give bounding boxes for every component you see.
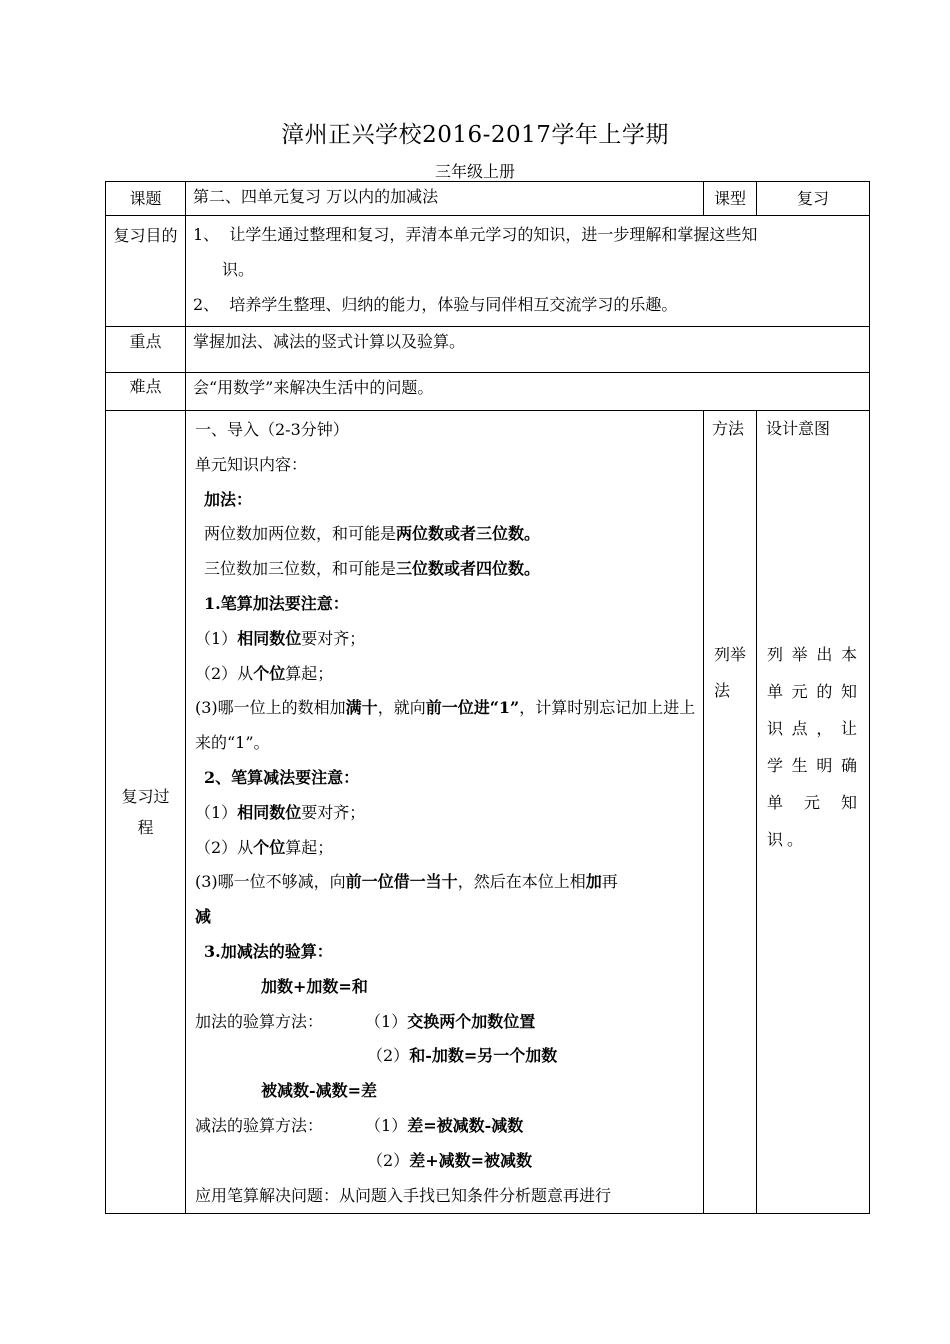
process-line: 减法的验算方法： （1）差=被减数-减数 <box>195 1115 524 1135</box>
intent-header: 设计意图 <box>766 419 831 438</box>
process-content <box>186 411 704 1214</box>
process-line: (3)哪一位上的数相加满十，就向前一位进“1”，计算时别忘记加上进上来的“1”。 <box>195 698 696 753</box>
document-title: 漳州正兴学校2016-2017学年上学期 <box>281 122 669 148</box>
method-text: 列举法 <box>714 645 747 700</box>
goals-label: 复习目的 <box>106 216 186 327</box>
process-line: （1）相同数位要对齐； <box>195 802 366 822</box>
process-line: 1.笔算加法要注意： <box>204 593 349 613</box>
process-row <box>106 411 870 1214</box>
key-point-value: 掌握加法、减法的竖式计算以及验算。 <box>186 327 870 373</box>
process-line: 减 <box>195 907 212 927</box>
process-line: （2）从个位算起； <box>195 663 334 683</box>
difficulty-label: 难点 <box>106 373 186 411</box>
process-line: （2）从个位算起； <box>195 837 334 857</box>
topic-value: 第二、四单元复习 万以内的加减法 <box>186 182 704 216</box>
goal-item-1: 1、 让学生通过整理和复习，弄清本单元学习的知识，进一步理解和掌握这些知 <box>193 225 758 244</box>
process-line: 三位数加三位数，和可能是三位数或者四位数。 <box>204 559 541 579</box>
process-line: 单元知识内容： <box>195 454 308 474</box>
process-line: 加数+加数=和 <box>261 976 368 996</box>
goal-item-2: 2、 培养学生整理、归纳的能力，体验与同伴相互交流学习的乐趣。 <box>193 295 678 314</box>
process-line: （2）差+减数=被减数 <box>367 1150 533 1170</box>
intent-text: 列举出本单元的知识点，让学生明确单元知识。 <box>767 645 861 849</box>
intent-column <box>757 411 870 1214</box>
goals-content <box>186 216 870 327</box>
lesson-plan-table <box>105 181 870 1214</box>
process-line: (3)哪一位不够减，向前一位借一当十，然后在本位上相加再 <box>195 872 618 892</box>
difficulty-value: 会“用数学”来解决生活中的问题。 <box>186 373 870 411</box>
process-line: 2、笔算减法要注意： <box>204 767 360 787</box>
process-line: 加法的验算方法： （1）交换两个加数位置 <box>195 1011 536 1031</box>
key-point-row <box>106 327 870 373</box>
difficulty-row <box>106 373 870 411</box>
lesson-type-label: 课型 <box>704 182 757 216</box>
method-header: 方法 <box>712 419 745 438</box>
process-line: 应用笔算解决问题：从问题入手找已知条件分析题意再进行 <box>195 1185 612 1205</box>
process-line: 一、导入（2-3分钟） <box>195 420 349 439</box>
process-line: （2）和-加数=另一个加数 <box>367 1046 558 1066</box>
goals-row <box>106 216 870 327</box>
lesson-type-value: 复习 <box>757 182 870 216</box>
process-line: （1）相同数位要对齐； <box>195 628 366 648</box>
goal-item-1-cont: 识。 <box>222 260 255 279</box>
method-column <box>704 411 757 1214</box>
key-point-label: 重点 <box>106 327 186 373</box>
process-line: 两位数加两位数，和可能是两位数或者三位数。 <box>204 524 541 544</box>
document-subtitle: 三年级上册 <box>434 162 515 181</box>
topic-label: 课题 <box>106 182 186 216</box>
process-label: 复习过程 <box>106 411 186 1214</box>
process-line: 被减数-减数=差 <box>261 1081 378 1101</box>
process-line: 加法： <box>204 489 253 509</box>
topic-row <box>106 182 870 216</box>
process-line: 3.加减法的验算： <box>204 941 333 961</box>
